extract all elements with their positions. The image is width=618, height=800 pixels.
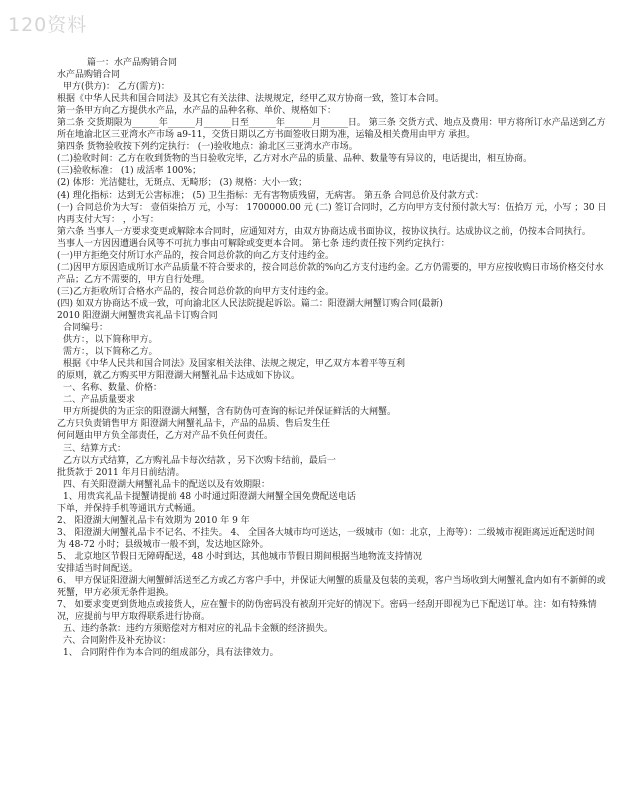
text-line: 6、 甲方保证阳澄湖大闸蟹鲜活送至乙方或乙方客户手中，并保证大闸蟹的质量及包装的美观，客户当场收到大闸蟹礼盒内如有不新鲜的或死蟹，甲方必须无条件退换。 [57,576,606,599]
text-line: 合同编号： [63,323,109,334]
text-line: (三)乙方拒收所订合格水产品的，按合同总价款的向甲方支付违约金。 [57,286,335,297]
text-line: 供方：，以下简称甲方。 [63,335,158,346]
text-line: (二)验收时间：乙方在收到货物的当日验收完毕，乙方对水产品的质量、品种、数量等有异议的，电话提出，相互协商。 [57,154,533,165]
text-line: 根据《中华人民共和国合同法》及其它有关法律、法规规定，经甲乙双方协商一致，签订本合同。 [57,94,445,105]
text-line: 为 48-72 小时；县级城市一般不到，发达地区除外。 [57,539,269,550]
text-line: 下单，并保持手机等通讯方式畅通。 [57,503,202,514]
text-line: 3、 阳澄湖大闸蟹礼品卡不记名、不挂失。 4、 全国各大城市均可送达，一级城市（如：北京，上海等）：二级城市视距离远近配送时间 [57,527,595,538]
text-line: 水产品购销合同 [57,70,121,81]
text-line: 甲方所提供的为正宗的阳澄湖大闸蟹，含有防伪可查询的标记并保证鲜活的大闸蟹。 [63,407,397,418]
text-line: 第四条 货物验收按下列约定执行： (一)验收地点：渝北区三亚湾水产市场。 [57,142,358,153]
text-line: 7、 如要求变更到货地点或接货人，应在蟹卡的防伪密码没有被刮开完好的情况下。密码一经刮开即视为已下配送订单。注：如有特殊情况，应提前与甲方取得联系进行协商。 [57,600,597,623]
text-line: 四、有关阳澄湖大闸蟹礼品卡的配送以及有效期限： [63,479,271,490]
text-line: (2) 体形：光洁健壮，无斑点、无畸形； (3) 规格：大小一致； [57,178,308,189]
text-line: 当事人一方因因遭遇台风等不可抗力事由可解除或变更本合同。 第七条 违约责任按下列约定执行： [57,238,450,249]
text-line: 甲方(供方)： 乙方(需方)： [63,82,170,93]
text-line: 乙方只负责销售甲方 阳澄湖大闸蟹礼品卡，产品的品质、售后发生任 [57,419,330,430]
text-line: 需方：，以下简称乙方。 [63,347,158,358]
text-line: 第一条甲方向乙方提供水产品，水产品的品种名称、单价、规格如下： [57,106,337,117]
text-line: 1、用贵宾礼品卡提蟹请提前 48 小时通过阳澄湖大闸蟹全国免费配送电话 [63,491,356,502]
text-line: 二、产品质量要求 [63,395,136,406]
text-line: (二)因甲方原因造成所订水产品质量不符合要求的，按合同总价款的%向乙方支付违约金。乙方仍需要的，甲方应按收购日市场价格交付水产品；乙方不需要的，甲方自行处理。 [57,262,604,285]
text-line: 第二条 交货期限为______年______月______日至______年______月______日。 第三条 交货方式、地点及费用：甲方将所订水产品送到乙方所在地渝北区三亚湾水产市场 a9-11，交货日期以乙方书面签收日期为准，运输及相关费用由甲方 承担。 [57,118,606,141]
text-line: 2、 阳澄湖大闸蟹礼品卡有效期为 2010 年 9 年 [57,515,250,526]
text-line: 批货款于 2011 年月日前结清。 [57,467,185,478]
text-line: 第六条 当事人一方要求变更或解除本合同时，应通知对方，由双方协商达成书面协议，按协议执行。达成协议之前，仍按本合同执行。 [57,226,591,237]
text-line: 六、合同附件及补充协议： [63,636,172,647]
text-line: 五、违约条款：违约方须赔偿对方相对应的礼品卡金额的经济损失。 [63,624,334,635]
text-line: 一、名称、数量、价格： [63,383,163,394]
text-line: (一) 合同总价为大写： 壹佰柒拾万 元，小写： 1700000.00 元 (二) 签订合同时，乙方向甲方支付预付款大写：伍拾万 元，小写 ；30 日内再支付大写： ，小写： [57,202,607,225]
text-line: (四) 如双方协商达不成一致，可向渝北区人民法院提起诉讼。篇二：阳澄湖大闸蟹订购合同(最新) [57,298,443,309]
text-line: 乙方以方式结算，乙方购礼品卡每次结款 ，另下次购卡结前，最后一 [63,455,336,466]
text-line: 篇一：水产品购销合同 [87,58,178,68]
text-line: 5、 北京地区节假日无障碍配送，48 小时到达，其他城市节假日期间根据当地物流支持情况 [57,551,422,562]
text-line: (4) 理化指标：达到无公害标准； (5) 卫生指标：无有害物质残留，无病害。 第五条 合同总价及付款方式： [57,190,484,201]
watermark-logo: 120资料 [8,14,88,36]
text-line: 的原则，就乙方购买甲方阳澄湖大闸蟹礼品卡达成如下协议。 [57,371,301,382]
text-line: 根据《中华人民共和国合同法》及国家相关法律、法规之规定，甲乙双方本着平等互利 [63,359,406,370]
text-line: (一)甲方拒绝交付所订水产品的，按合同总价款的向乙方支付违约金。 [57,250,335,261]
text-line: (三)验收标准： (1) 成活率 100%； [57,166,202,177]
text-line: 三、结算方式： [63,443,127,454]
text-line: 1、 合同附件作为本合同的组成部分，具有法律效力。 [63,648,279,659]
document-body [57,57,609,659]
text-line: 安排适当时间配送。 [57,563,139,574]
text-line: 何问题由甲方负全部责任，乙方对产品不负任何责任。 [57,431,274,442]
text-line: 2010 阳澄湖大闸蟹贵宾礼品卡订购合同 [57,310,218,321]
